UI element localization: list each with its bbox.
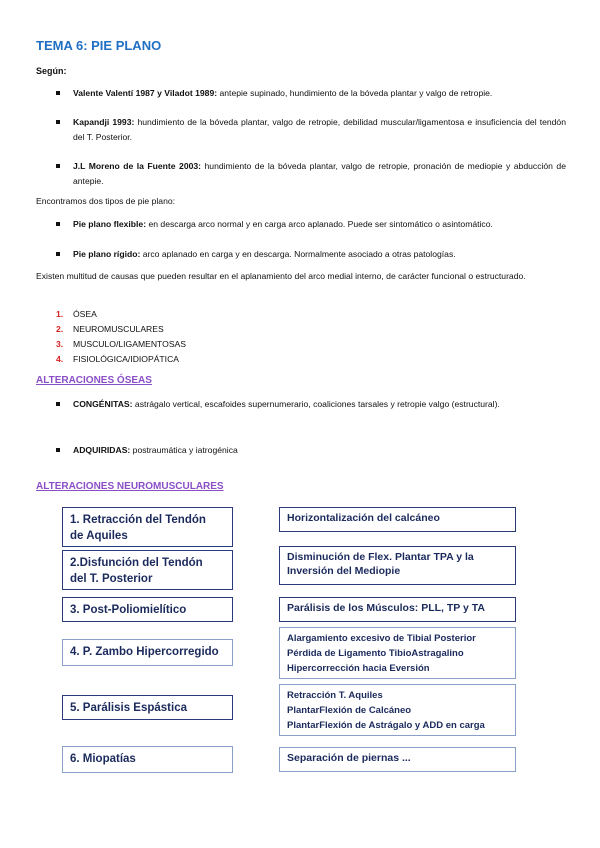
author-name: J.L Moreno de la Fuente 2003: [73, 161, 202, 171]
bullet-icon [56, 252, 60, 256]
osseous-text: astrágalo vertical, escafoides supernumerario, coaliciones tarsales y retropie valgo (estructural). [132, 399, 500, 409]
cause-number: 4. [56, 354, 64, 364]
type-text: en descarga arco normal y en carga arco aplanado. Puede ser sintomático o asintomático. [146, 219, 493, 229]
author-text: antepie supinado, hundimiento de la bóveda plantar y valgo de retropie. [217, 88, 493, 98]
page-title: TEMA 6: PIE PLANO [36, 38, 162, 53]
cause-number: 2. [56, 324, 64, 334]
type-name: Pie plano flexible: [73, 219, 147, 229]
cause-box-1 [62, 507, 233, 547]
effect-box-3 [279, 597, 516, 622]
box-line: Horizontalización del calcáneo [287, 512, 440, 524]
author-text: hundimiento de la bóveda plantar, valgo de retropie, pronación de mediopie y abducción de antepie. [73, 161, 566, 186]
causes-intro: Existen multitud de causas que pueden resultar en el aplanamiento del arco medial interno, de carácter funcional o estructurado. [36, 271, 526, 281]
box-line: PlantarFlexión de Calcáneo [287, 705, 412, 716]
author-name: Valente Valentí 1987 y Viladot 1989: [73, 88, 218, 98]
box-line: Separación de piernas ... [287, 752, 411, 764]
type-text: arco aplanado en carga y en descarga. Normalmente asociado a otras patologías. [140, 249, 456, 259]
type-name: Pie plano rígido: [73, 249, 141, 259]
cause-number: 1. [56, 309, 64, 319]
box-line: PlantarFlexión de Astrágalo y ADD en carga [287, 720, 485, 731]
cause-box-3 [62, 597, 233, 622]
segun-label: Según: [36, 66, 67, 76]
box-line: Retracción T. Aquiles [287, 690, 383, 701]
box-line: 5. Parálisis Espástica [70, 702, 187, 714]
cause-box-2 [62, 550, 233, 590]
cause-text: FISIOLÓGICA/IDIOPÁTICA [73, 354, 180, 364]
effect-box-1 [279, 507, 516, 532]
author-name: Kapandji 1993: [73, 117, 135, 127]
author-text: hundimiento de la bóveda plantar, valgo de retropie, debilidad muscular/ligamentosa e insuficiencia del tendón del T. Posterior. [73, 117, 566, 142]
box-line: Parálisis de los Músculos: PLL, TP y TA [287, 602, 485, 614]
cause-text: ÓSEA [73, 309, 97, 319]
box-line: del T. Posterior [70, 573, 153, 585]
cause-text: MUSCULO/LIGAMENTOSAS [73, 339, 187, 349]
box-line: 4. P. Zambo Hipercorregido [70, 646, 219, 658]
box-line: Inversión del Mediopie [287, 565, 401, 577]
box-line: 3. Post-Poliomielítico [70, 604, 187, 616]
types-intro: Encontramos dos tipos de pie plano: [36, 196, 176, 206]
effect-box-6 [279, 747, 516, 772]
box-line: 1. Retracción del Tendón [70, 514, 206, 526]
box-line: 2.Disfunción del Tendón [70, 557, 203, 569]
bullet-icon [56, 448, 60, 452]
box-line: Pérdida de Ligamento TibioAstragalino [287, 648, 464, 659]
osseous-text: postraumática y iatrogénica [130, 445, 238, 455]
bullet-icon [56, 164, 60, 168]
box-line: de Aquiles [70, 530, 128, 542]
box-line: Alargamiento excesivo de Tibial Posterior [287, 633, 476, 644]
box-line: Disminución de Flex. Plantar TPA y la [287, 551, 474, 563]
osseous-heading: ALTERACIONES ÓSEAS [36, 375, 152, 386]
bullet-icon [56, 91, 60, 95]
cause-box-5 [62, 695, 233, 720]
bullet-icon [56, 120, 60, 124]
cause-text: NEUROMUSCULARES [73, 324, 164, 334]
cause-box-4 [62, 639, 233, 666]
box-line: 6. Miopatías [70, 753, 136, 765]
cause-box-6 [62, 746, 233, 773]
effect-box-2 [279, 546, 516, 585]
neuro-heading: ALTERACIONES NEUROMUSCULARES [36, 481, 224, 492]
cause-number: 3. [56, 339, 64, 349]
osseous-name: ADQUIRIDAS: [73, 445, 131, 455]
bullet-icon [56, 402, 60, 406]
osseous-name: CONGÉNITAS: [73, 399, 133, 409]
box-line: Hipercorrección hacia Eversión [287, 663, 430, 674]
effect-box-5 [279, 684, 516, 736]
effect-box-4 [279, 627, 516, 679]
bullet-icon [56, 222, 60, 226]
